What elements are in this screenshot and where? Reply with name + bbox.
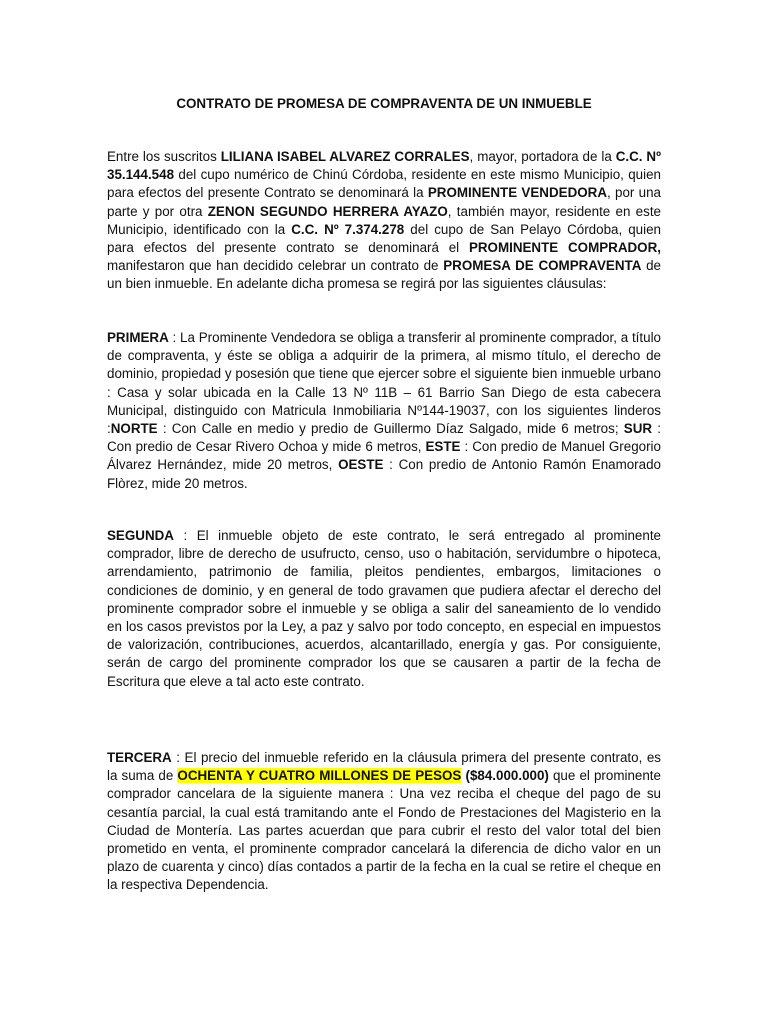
bold-text-run: TERCERA: [107, 750, 172, 765]
text-run: , también mayor, residente en este Municipio, identificado con la: [107, 203, 661, 237]
text-run: : Con predio de Manuel Gregorio Álvarez Hernández, mide 20 metros,: [107, 439, 661, 473]
bold-text-run: C.C. Nº 7.374.278: [291, 221, 405, 237]
text-run: : Con predio de Antonio Ramón Enamorado Flòrez, mide 20 metros.: [107, 457, 661, 491]
bold-text-run: NORTE: [110, 421, 158, 437]
bold-text-run: PROMINENTE VENDEDORA: [427, 185, 607, 201]
bold-text-run: C.C. Nº 35.144.548: [107, 149, 661, 183]
text-run: : Con Calle en medio y predio de Guillermo Díaz Salgado, mide 6 metros;: [157, 421, 624, 437]
bold-text-run: OCHENTA Y CUATRO MILLONES DE PESOS: [177, 768, 462, 784]
text-run: , por una parte y por otra: [107, 185, 661, 219]
bold-text-run: ESTE: [425, 439, 461, 455]
text-run: del cupo de San Pelayo Córdoba, quien para efectos del presente contrato se denominará el: [107, 221, 662, 256]
text-run: manifestaron que han decidido celebrar un contrato de: [107, 258, 444, 274]
bold-text-run: PROMESA DE COMPRAVENTA: [443, 258, 642, 274]
text-run: : Con predio de Cesar Rivero Ochoa y mide 6 metros,: [107, 421, 661, 455]
bold-text-run: ($84.000.000): [465, 768, 549, 784]
text-run: : El inmueble objeto de este contrato, le será entregado al prominente comprador, libre de derecho de usufructo, censo, uso o habitación, servidumbre o hipoteca, arrendamiento, patrimonio de familia, pleitos pendientes, embargos, limitaciones o condiciones de dominio, y en general de todo gravamen que pudiera afectar el derecho del prominente comprador sobre el inmueble y se obliga a salir del saneamiento de lo vendido en los casos previstos por la Ley, a paz y salvo por todo concepto, en especial en impuestos de valorización, contribuciones, acuerdos, alcantarillado, energía y gas. Por consiguiente, serán de cargo del prominente comprador los que se causaren a partir de la fecha de Escritura que eleve a tal acto este contrato.: [107, 528, 661, 689]
document-title: CONTRATO DE PROMESA DE COMPRAVENTA DE UN INMUEBLE: [176, 96, 592, 111]
text-run: : La Prominente Vendedora se obliga a transferir al prominente comprador, a título de compraventa, y éste se obliga a adquirir de la primera, al mismo título, el derecho de dominio, propiedad y posesión que tiene que ejercer sobre el siguiente bien inmueble urbano : Casa y solar ubicada en la Calle 13 Nº 11B – 61 Barrio San Diego de esta cabecera Municipal, distinguido con Matricula Inmobiliaria Nº144-19037, con los siguientes linderos :: [107, 330, 661, 437]
text-run: de un bien inmueble. En adelante dicha promesa se regirá por las siguientes cláusulas:: [107, 258, 661, 292]
bold-text-run: PROMINENTE COMPRADOR,: [468, 240, 661, 256]
clause-tercera: [107, 749, 661, 895]
text-run: que el prominente comprador cancelara de la siguiente manera : Una vez reciba el cheque del pago de su cesantía parcial, la cual está tramitando ante el Fondo de Prestaciones del Magisterio en la Ciudad de Montería. Las partes acuerdan que para cubrir el resto del valor total del bien prometido en venta, el prominente comprador cancelará la diferencia de dicho valor en un plazo de cuarenta y cinco) días contados a partir de la fecha en la cual se retire el cheque en la respectiva Dependencia.: [107, 768, 661, 893]
text-run: , mayor, portadora de la: [469, 149, 616, 164]
text-run: : El precio del inmueble referido en la cláusula primera del presente contrato, es la suma de: [107, 750, 661, 784]
bold-text-run: PRIMERA: [107, 330, 169, 345]
text-run: Entre los suscritos: [107, 149, 221, 164]
bold-text-run: SUR: [623, 421, 653, 437]
text-run: del cupo numérico de Chinú Córdoba, residente en este mismo Municipio, quien para efectos del presente Contrato se denominará la: [107, 167, 661, 201]
intro-paragraph: [107, 148, 661, 294]
bold-text-run: ZENON SEGUNDO HERRERA AYAZO: [207, 203, 448, 219]
bold-text-run: OESTE: [338, 457, 384, 473]
bold-text-run: SEGUNDA: [107, 528, 174, 543]
clause-primera: [107, 329, 661, 493]
clause-segunda: [107, 527, 661, 691]
bold-text-run: LILIANA ISABEL ALVAREZ CORRALES: [220, 149, 470, 164]
